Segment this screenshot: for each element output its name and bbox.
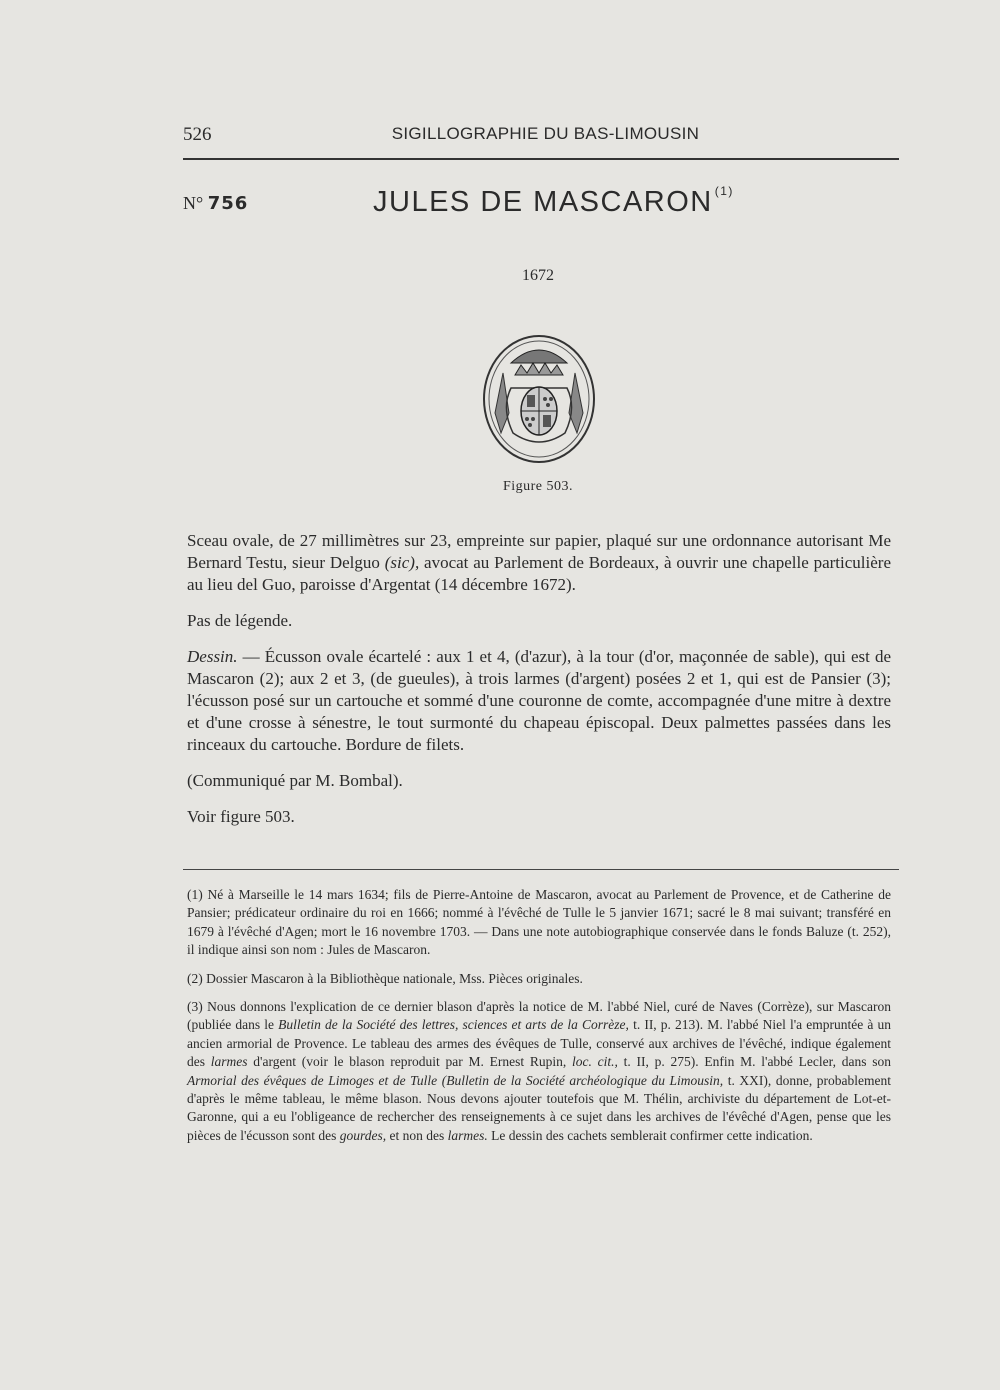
- sic-text: (sic),: [384, 553, 420, 572]
- description-paragraph: [187, 530, 891, 596]
- footnote-3-italic: larmes.: [447, 1127, 488, 1143]
- footnote-3-text: et non des: [386, 1127, 448, 1143]
- footnote-3-italic: larmes: [210, 1054, 248, 1070]
- entry-title: [373, 186, 734, 219]
- footnote-3: [187, 998, 891, 1145]
- footnote-3-text: t. II, p. 213). M. l'abbé Niel l'a empruntée à un ancien armorial de Provence. Le tableau des armes des évêques de Tulle, conservé aux archives de l'évêché, indique également des: [187, 1017, 891, 1070]
- footnotes: [187, 886, 891, 1155]
- entry-number-value: 756: [207, 193, 249, 214]
- drawing-label: Dessin.: [187, 647, 238, 666]
- footnote-1: (1) Né à Marseille le 14 mars 1634; fils de Pierre-Antoine de Mascaron, avocat au Parlement de Provence, et de Catherine de Pansier; prédicateur ordinaire du roi en 1666; nommé à l'évêché de Tulle le 5 janvier 1671; sacré le 8 mai suivant; transféré en 1679 à l'évêché d'Agen; mort le 16 novembre 1703. — Dans une note autobiographique conservée dans le fonds Baluze (t. 252), il indique ainsi son nom : Jules de Mascaron.: [187, 887, 891, 958]
- footnote-3-italic: gourdes,: [339, 1127, 387, 1143]
- footnote-3-italic: Armorial des évêques de Limoges et de Tulle (Bulletin de la Société archéologique du Limousin,: [187, 1072, 724, 1088]
- drawing-paragraph: [187, 646, 891, 756]
- footnote-3-text: t. II, p. 275). Enfin M. l'abbé Lecler, dans son: [617, 1054, 891, 1070]
- entry-title-footnote-ref: (1): [714, 184, 734, 199]
- credit-paragraph: (Communiqué par M. Bombal).: [187, 771, 403, 790]
- footnote-rule: [183, 869, 899, 870]
- footnote-3-text: Le dessin des cachets semblerait confirmer cette indication.: [487, 1127, 813, 1143]
- entry-number-prefix: N°: [183, 193, 204, 213]
- see-figure-paragraph: Voir figure 503.: [187, 807, 295, 826]
- footnote-3-text: t. XXI), donne, probablement d'après le même tableau, le même blason. Nous devons ajouter toutefois que M. Thélin, archiviste du département de Lot-et-Garonne, qui a eu l'obligeance de rechercher des renseignements à ce sujet dans les archives de l'évêché d'Agen, pense que les pièces de l'écusson sont des: [187, 1072, 891, 1143]
- running-title: SIGILLOGRAPHIE DU BAS-LIMOUSIN: [391, 124, 700, 143]
- footnote-3-italic: Bulletin de la Société des lettres, sciences et arts de la Corrèze,: [278, 1017, 629, 1033]
- page-header: [183, 124, 898, 154]
- footnote-3-italic: loc. cit.,: [571, 1054, 618, 1070]
- legend-paragraph: Pas de légende.: [187, 611, 293, 630]
- header-rule: [183, 158, 899, 160]
- drawing-text: — Écusson ovale écartelé : aux 1 et 4, (d'azur), à la tour (d'or, maçonnée de sable), qui est de Mascaron (2); aux 2 et 3, (de gueules), à trois larmes (d'argent) posées 2 et 1, qui est de Pansier (3); l'écusson posé sur un cartouche et sommé d'une couronne de comte, accompagnée d'une mitre à dextre et d'une crosse à sénestre, le tout surmonté du chapeau épiscopal. Deux palmettes passées dans les rinceaux du cartouche. Bordure de filets.: [187, 647, 891, 754]
- footnote-2: (2) Dossier Mascaron à la Bibliothèque nationale, Mss. Pièces originales.: [187, 970, 583, 986]
- description-text: Sceau ovale, de 27 millimètres sur 23, empreinte sur papier, plaqué sur une ordonnance autorisant Me Bernard Testu, sieur Delguo: [187, 531, 891, 572]
- entry-title-text: JULES DE MASCARON: [373, 186, 713, 218]
- entry-year: 1672: [522, 267, 554, 284]
- seal-icon: [481, 333, 597, 465]
- footnote-3-text: (3) Nous donnons l'explication de ce dernier blason d'après la notice de M. l'abbé Niel, curé de Naves (Corrèze), sur Mascaron (publiée dans le: [187, 999, 891, 1033]
- footnote-3-text: d'argent (voir le blason reproduit par M. Ernest Rupin,: [247, 1054, 572, 1070]
- entry-body: [187, 530, 891, 842]
- entry-number: [183, 193, 248, 214]
- page-number: 526: [183, 124, 212, 145]
- description-text-end: avocat au Parlement de Bordeaux, à ouvrir une chapelle particulière au lieu del Guo, paroisse d'Argentat (14 décembre 1672).: [187, 553, 891, 594]
- figure-caption: Figure 503.: [502, 479, 574, 494]
